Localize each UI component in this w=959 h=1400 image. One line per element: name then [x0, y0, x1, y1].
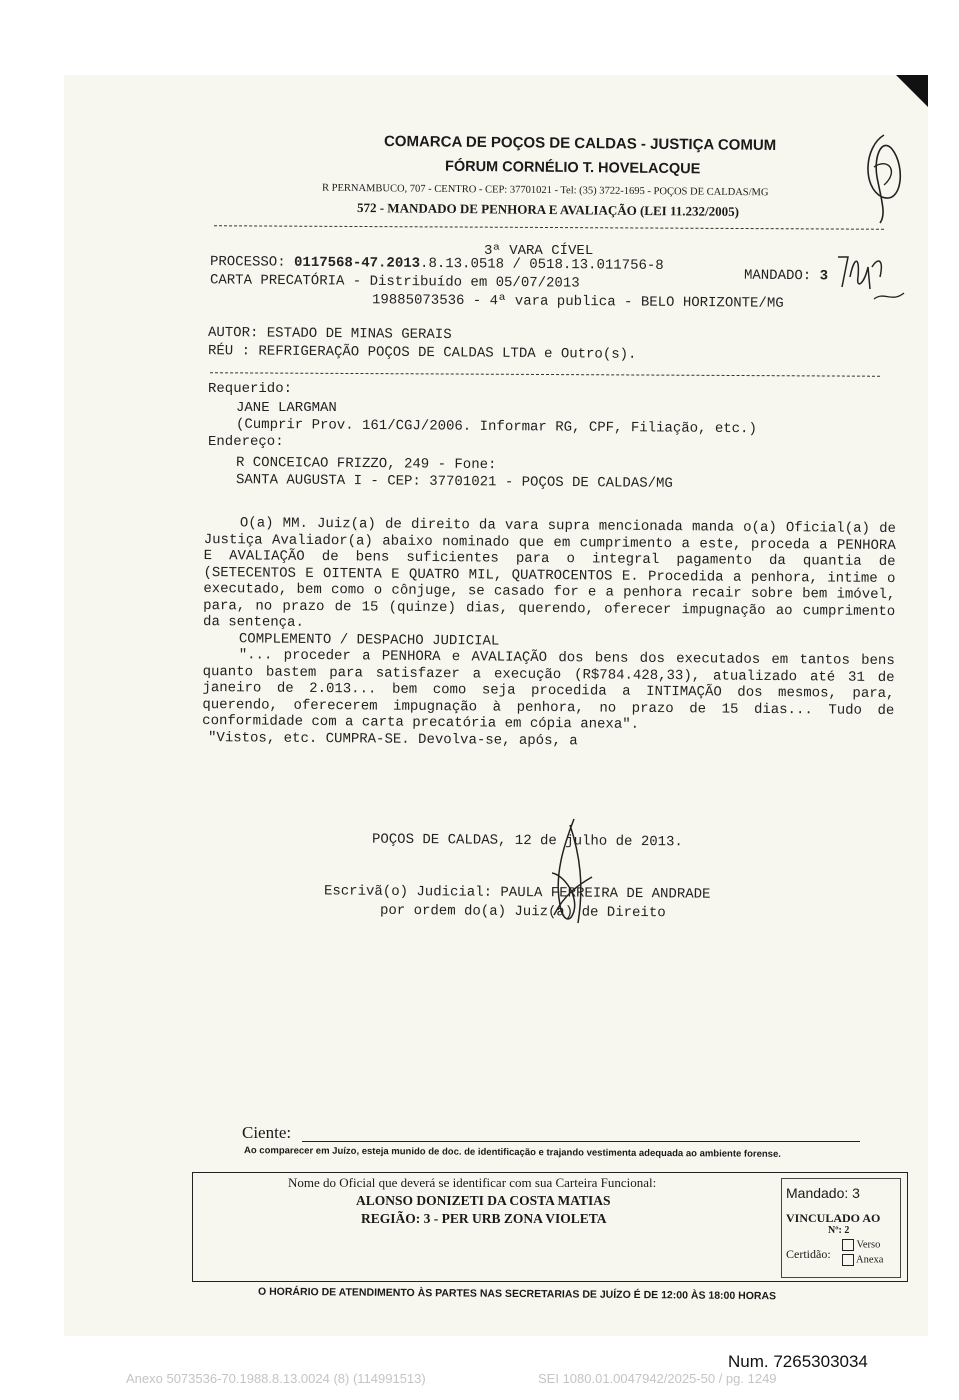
mandado-box — [781, 1178, 901, 1278]
court-name: COMARCA DE POÇOS DE CALDAS - JUSTIÇA COMUM — [383, 132, 777, 155]
sei-footer: SEI 1080.01.0047942/2025-50 / pg. 1249 — [538, 1371, 777, 1386]
scanned-document-page — [64, 75, 928, 1336]
verso-checkbox[interactable] — [842, 1239, 854, 1251]
certidao-verso — [842, 1239, 880, 1251]
anexa-checkbox[interactable] — [842, 1254, 854, 1266]
vistos-text: "Vistos, etc. CUMPRA-SE. Devolva-se, após, a — [207, 729, 578, 749]
complemento-label: COMPLEMENTO / DESPACHO JUDICIAL — [238, 630, 500, 650]
origin-line: 19885073536 - 4ª vara publica - BELO HORIZONTE/MG — [371, 292, 784, 312]
carta-precatoria-line: CARTA PRECATÓRIA - Distribuído em 05/07/2013 — [209, 272, 580, 292]
oficial-box — [192, 1172, 908, 1282]
mandate-paragraph: O(a) MM. Juiz(a) de direito da vara supra mencionada manda o(a) Oficial(a) de Justiça Avaliador(a) abaixo nominado que em cumprimento a este, proceda a PENHORA E AVALIAÇÃO de bens suficientes para o integral pagamento da quantia de (SETECENTOS E OITENTA E QUATRO MIL, QUATROCENTOS E. Procedida a penhora, intime o executado, bem como o cônjuge, se casado for e a penhora recair sobre bem imóvel, para, no prazo de 15 (quinze) dias, querendo, oferecer impugnação ao cumprimento da sentença. — [202, 515, 896, 631]
anexo-footer: Anexo 5073536-70.1988.8.13.0024 (8) (114991513) — [126, 1371, 426, 1386]
certidao-label: Certidão: — [786, 1247, 831, 1261]
folded-corner-mark — [896, 75, 928, 107]
verso-label: Verso — [856, 1239, 881, 1251]
separator-line — [214, 225, 884, 230]
handwritten-signature — [534, 815, 604, 935]
mandado-box-number: Mandado: 3 — [786, 1185, 860, 1201]
escriva-line: Escrivã(o) Judicial: PAULA FERREIRA DE ANDRADE — [323, 883, 711, 903]
requerido-label: Requerido: — [208, 381, 293, 397]
requerido-note: (Cumprir Prov. 161/CGJ/2006. Informar RG, CPF, Filiação, etc.) — [235, 416, 757, 438]
oficial-regiao: REGIÃO: 3 - PER URB ZONA VIOLETA — [361, 1211, 607, 1226]
por-ordem-line: por ordem do(a) Juiz(a) de Direito — [379, 902, 666, 922]
mandate-body — [202, 515, 896, 752]
handwritten-initials — [854, 127, 914, 227]
process-label: PROCESSO: — [209, 254, 286, 271]
mandado-label: MANDADO: — [743, 267, 812, 285]
document-title: 572 - MANDADO DE PENHORA E AVALIAÇÃO (LEI 11.232/2005) — [356, 200, 740, 219]
mandado-value: 3 — [819, 268, 829, 285]
ciente-label: Ciente: — [242, 1123, 292, 1142]
handwritten-rubric — [834, 247, 914, 305]
mandado-number — [744, 268, 828, 285]
reu-line: RÉU : REFRIGERAÇÃO POÇOS DE CALDAS LTDA e Outro(s). — [207, 343, 637, 363]
court-address: R PERNAMBUCO, 707 - CENTRO - CEP: 37701021 - Tel: (35) 3722-1695 - POÇOS DE CALDAS/MG — [321, 182, 769, 199]
address-city: SANTA AUGUSTA I - CEP: 37701021 - POÇOS DE CALDAS/MG — [235, 472, 673, 492]
anexa-label: Anexa — [856, 1254, 884, 1266]
separator-line — [210, 372, 880, 377]
certidao-anexa — [842, 1254, 883, 1266]
autor-line: AUTOR: ESTADO DE MINAS GERAIS — [207, 324, 452, 344]
oficial-name: ALONSO DONIZETI DA COSTA MATIAS — [356, 1193, 611, 1208]
horario-notice: O HORÁRIO DE ATENDIMENTO ÀS PARTES NAS SECRETARIAS DE JUÍZO É DE 12:00 ÀS 18:00 HORAS — [257, 1285, 777, 1303]
forum-name: FÓRUM CORNÉLIO T. HOVELACQUE — [444, 158, 701, 178]
document-number: Num. 7265303034 — [728, 1352, 868, 1371]
process-number-bold: 0117568-47.2013 — [293, 254, 421, 272]
process-number-line — [210, 254, 664, 274]
oficial-title: Nome do Oficial que deverá se identificar com sua Carteira Funcional: — [288, 1175, 657, 1190]
vinculado-number: Nº: 2 — [828, 1225, 850, 1236]
ciente-signature-line[interactable] — [302, 1141, 860, 1142]
endereco-label: Endereço: — [208, 434, 284, 450]
address-street: R CONCEICAO FRIZZO, 249 - Fone: — [235, 454, 497, 474]
vinculado-label: VINCULADO AO — [786, 1211, 881, 1225]
ciente-note: Ao comparecer em Juízo, esteja munido de doc. de identificação e trajando vestimenta adequada ao ambiente forense. — [243, 1145, 781, 1160]
vara-label: 3ª VARA CÍVEL — [484, 243, 594, 259]
requerido-name: JANE LARGMAN — [236, 400, 337, 416]
despacho-text: "... proceder a PENHORA e AVALIAÇÃO dos bens dos executados em tantos bens quanto bastem para satisfazer a execução (R$784.428,33), atualizado até 31 de janeiro de 2.013... bem como seja procedida a INTIMAÇÃO dos mesmos, para, querendo, oferecerem impugnação à penhora, no prazo de 15 dias... Tudo de conformidade com a carta precatória em cópia anexa". — [202, 647, 895, 733]
process-number-rest: .8.13.0518 / 0518.13.011756-8 — [419, 255, 664, 274]
place-date: POÇOS DE CALDAS, 12 de julho de 2013. — [371, 831, 683, 851]
